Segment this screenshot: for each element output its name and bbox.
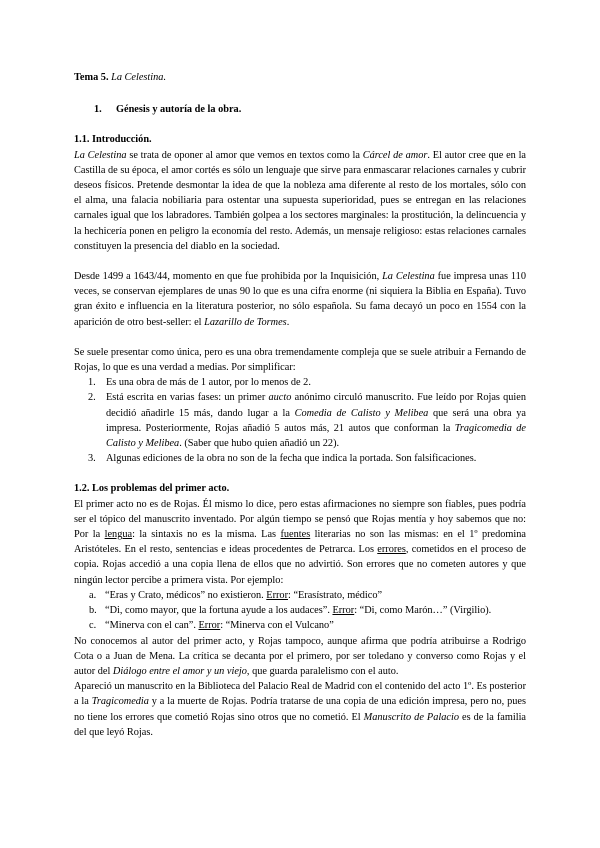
problems-paragraph-2	[74, 634, 526, 680]
list-text: Es una obra de más de 1 autor, por lo menos de 2.	[106, 377, 311, 389]
document-body	[74, 66, 526, 740]
work-title: Manuscrito de Palacio	[363, 711, 459, 723]
text-run: Apareció un manuscrito en la Biblioteca del Palacio Real de Madrid con el contenido del acto 1º. Es posterior a la	[74, 681, 526, 708]
text-run: .	[286, 316, 290, 328]
section-title: Génesis y autoría de la obra.	[116, 104, 242, 116]
work-title: Diálogo entre el amor y un viejo	[112, 665, 247, 677]
text-run: se trata de oponer al amor que vemos en textos como la	[126, 149, 363, 161]
work-title: La Celestina	[382, 271, 435, 283]
text-run: “Eras y Crato, médicos” no existieron.	[105, 589, 267, 601]
text-run: “Di, como mayor, que la fortuna ayude a los audaces”.	[105, 605, 333, 617]
text-run: No conocemos al autor del primer acto, y Rojas tampoco, aunque afirma que podría atribuirse a Rodrigo Cota o a Juan de Mena. La crítica se decanta por el primero, por ser toledano y converso como Rojas y el autor del	[74, 635, 526, 677]
list-number: 1.	[88, 377, 96, 389]
text-run: : “Erasístrato, médico”	[288, 589, 383, 601]
example-item	[74, 588, 526, 603]
text-run: : “Di, como Marón…” (Virgilio).	[354, 605, 492, 617]
problems-paragraph-3	[74, 679, 526, 740]
text-run: , cometidos en el proceso de copia. Rojas accedió a una copia llena de ellos que no advirtió. Son errores que no cometen autores y que ningún lector percibe a primera vista. Por ejemplo:	[74, 544, 526, 586]
intro-paragraph-2	[74, 269, 526, 330]
intro-heading: 1.1. Introducción.	[74, 134, 152, 146]
text-run: . (Saber que hubo quien añadió un 22).	[179, 438, 340, 450]
section-heading	[94, 102, 526, 117]
text-run: que será una obra ya impresa. Posteriormente, Rojas añadió 5 autos más, 21 autos que conforman la	[106, 407, 526, 434]
example-text	[105, 618, 526, 633]
example-item	[74, 603, 526, 618]
text-run: Desde 1499 a 1643/44, momento en que fue prohibida por la Inquisición,	[74, 271, 383, 283]
work-title: Cárcel de amor	[362, 149, 428, 161]
document-title	[74, 70, 526, 85]
work-title: Lazarillo de Tormes	[204, 316, 287, 328]
text-run: , que guarda paralelismo con el auto.	[246, 665, 399, 677]
example-letter: c.	[89, 620, 97, 632]
work-title: La Celestina	[74, 149, 127, 161]
underlined-term: Error	[198, 620, 221, 632]
problems-heading: 1.2. Los problemas del primer acto.	[74, 483, 230, 495]
work-title: aucto	[268, 392, 292, 404]
text-run: literarias no son las mismas: en el 1º predomina Aristóteles. En el resto, sentencias e ideas procedentes de Petrarca. Los	[74, 529, 527, 556]
text-run: : la sintaxis no es la misma. Las	[132, 529, 281, 541]
title-label: Tema 5.	[74, 72, 109, 83]
intro-paragraph-3: Se suele presentar como única, pero es una obra tremendamente compleja que se suele atribuir a Fernando de Rojas, lo que es una verdad a medias. Por simplificar:	[74, 346, 526, 374]
example-letter: a.	[89, 589, 97, 601]
section-number: 1.	[94, 104, 102, 116]
underlined-term: fuentes	[280, 529, 311, 541]
numbered-list	[74, 375, 526, 466]
examples-list	[74, 588, 526, 634]
underlined-term: errores	[377, 544, 406, 556]
underlined-term: lengua	[104, 529, 133, 541]
list-item	[74, 390, 526, 451]
list-item	[74, 375, 526, 390]
work-title: Tragicomedia	[91, 696, 149, 708]
list-number: 3.	[88, 453, 96, 465]
example-letter: b.	[89, 605, 97, 617]
text-run: . El autor cree que en la Castilla de su época, el amor cortés es sólo un lenguaje que sirve para enmascarar relaciones carnales y cubrir deseos físicos. Pretende desmontar la idea de que la nobleza ama diferente al resto de los mortales, sólo con el alma, una falacia nobiliaria para ostentar una supuesta superioridad, pues se entregan en las relaciones carnales igual que los labradores. También golpea a los sectores marginales: la prostitución, la delincuencia y la hechicería ponen en peligro la economía del resto. Además, un mensaje religioso: estas relaciones carnales constituyen la presencia del diablo en la sociedad.	[74, 149, 527, 252]
text-run: fue impresa unas 110 veces, se conservan ejemplares de unas 90 lo que es una cifra enorme (ni siquiera la Biblia en España). Tuvo gran éxito e influencia en la literatura posterior, no sólo española. Su fama decayó un poco en 1554 con la aparición de otro best-seller: el	[74, 271, 526, 328]
paragraph-gap	[74, 254, 526, 269]
work-title: Tragicomedia de Calisto y Melibea	[106, 422, 527, 450]
text-run: : “Minerva con el Vulcano”	[220, 620, 334, 632]
example-item	[74, 618, 526, 633]
text-run: anónimo circuló manuscrito. Fue leído por Rojas quien decidió añadirle 15 más, dando lugar a la	[106, 392, 527, 419]
list-item	[74, 451, 526, 466]
text-run: “Minerva con el can”.	[105, 620, 199, 632]
list-text: Algunas ediciones de la obra no son de la fecha que indica la portada. Son falsificaciones.	[106, 453, 477, 465]
text-run: es de la familia del que leyó Rojas.	[74, 711, 526, 738]
work-title: Comedia de Calisto y Melibea	[294, 407, 429, 419]
text-run: El primer acto no es de Rojas. Él mismo lo dice, pero estas afirmaciones no siempre son fiables, pues podría ser el tópico del manuscrito inventado. Por algún tiempo se pensó que Rojas mentía y hoy sabemos que no: Por la	[74, 498, 526, 541]
underlined-term: Error	[332, 605, 355, 617]
example-text	[105, 603, 526, 618]
list-text	[106, 390, 526, 451]
problems-paragraph-1	[74, 497, 526, 588]
text-run: Está escrita en varias fases: un primer	[106, 392, 269, 404]
example-text	[105, 588, 526, 603]
list-number: 2.	[88, 392, 96, 404]
title-work: La Celestina.	[111, 72, 167, 83]
paragraph-gap	[74, 330, 526, 345]
underlined-term: Error	[266, 589, 289, 601]
intro-paragraph-1	[74, 148, 526, 254]
text-run: y a la muerte de Rojas. Podría tratarse de una copia de una edición impresa, pero no, pues no tiene los errores que cometió Rojas sino otros que no cometió. El	[74, 696, 526, 723]
